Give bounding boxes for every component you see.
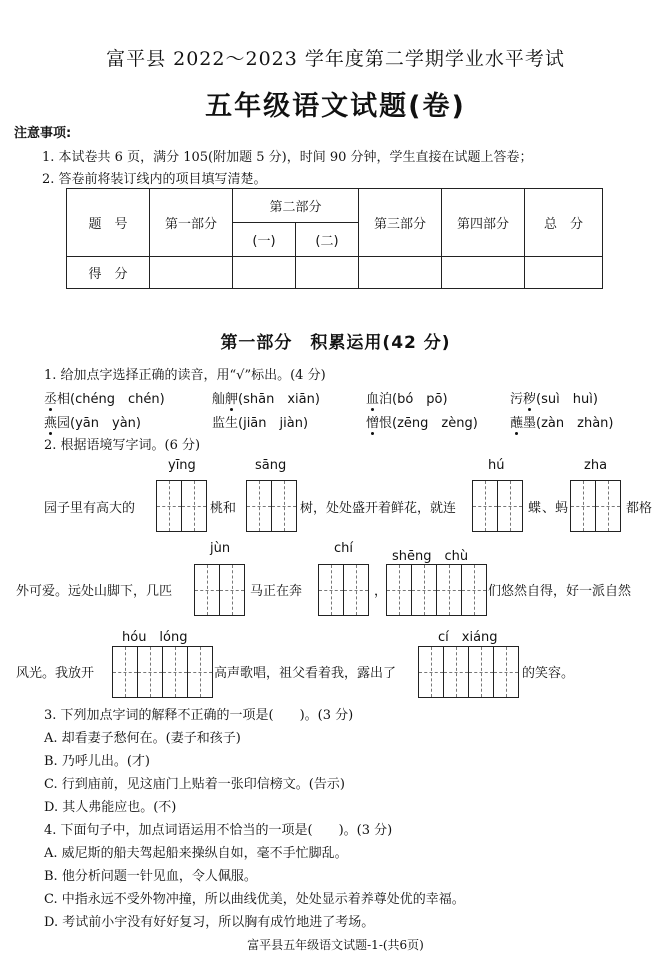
score-cell[interactable] (525, 257, 603, 289)
q2-pinyin: chí (334, 541, 353, 556)
q1-item[interactable]: 蘸墨(zàn zhàn) (510, 416, 614, 431)
writing-grid[interactable] (386, 564, 487, 616)
q1-item[interactable]: 血泊(bó pō) (366, 392, 448, 407)
q2-pinyin: yīng (168, 458, 196, 473)
writing-grid[interactable] (156, 480, 207, 532)
q2-text: 树，处处盛开着鲜花，就连 (300, 501, 457, 516)
q1-prompt: 1. 给加点字选择正确的读音，用“√”标出。(4 分) (44, 368, 326, 383)
q2-prompt: 2. 根据语境写字词。(6 分) (44, 438, 201, 453)
notes-item-1: 1. 本试卷共 6 页，满分 105(附加题 5 分)，时间 90 分钟，学生直接在试题上答卷； (42, 150, 533, 165)
q3-option[interactable]: B. 乃呼儿出。(才) (44, 754, 150, 769)
q3-option[interactable]: C. 行到庙前，见这庙门上贴着一张印信榜文。(告示) (44, 777, 345, 792)
q1-item[interactable]: 丞相(chéng chén) (44, 392, 165, 407)
q2-text: 风光。我放开 (16, 666, 95, 681)
score-cell[interactable] (233, 257, 296, 289)
q1-item[interactable]: 污秽(suì huì) (510, 392, 598, 407)
header-part-4: 第四部分 (442, 189, 525, 257)
q2-text: 高声歌唱，祖父看着我，露出了 (214, 666, 397, 681)
q2-text: 、蚂 (542, 501, 569, 516)
q2-pinyin: hú (488, 458, 505, 473)
q1-item[interactable]: 燕园(yān yàn) (44, 416, 141, 431)
notes-heading: 注意事项: (14, 126, 72, 141)
writing-grid[interactable] (418, 646, 519, 698)
q2-text: 外可爱。远处山脚下，几匹 (16, 584, 173, 599)
q4-option[interactable]: B. 他分析问题一针见血，令人佩服。 (44, 869, 257, 884)
q2-pinyin: sāng (255, 458, 287, 473)
q4-option[interactable]: A. 威尼斯的船夫驾起船来操纵自如，毫不手忙脚乱。 (44, 846, 348, 861)
q2-pinyin: shēng chù (392, 549, 469, 564)
writing-grid[interactable] (570, 480, 621, 532)
q3-option[interactable]: A. 却看妻子愁何在。(妻子和孩子) (44, 731, 241, 746)
header-part-2: 第二部分 (233, 189, 359, 223)
score-cell[interactable] (442, 257, 525, 289)
q2-text: 园子里有高大的 (44, 501, 136, 516)
q4-option[interactable]: D. 考试前小宇没有好好复习，所以胸有成竹地进了考场。 (44, 915, 375, 930)
q1-item[interactable]: 监生(jiān jiàn) (212, 416, 309, 431)
q2-pinyin: zha (584, 458, 608, 473)
page-footer: 富平县五年级语文试题-1-(共6页) (247, 938, 424, 952)
q2-text: 的笑容。 (522, 666, 575, 681)
header-part-1: 第一部分 (150, 189, 233, 257)
score-table (66, 188, 603, 289)
header-part-2a: (一) (233, 223, 296, 257)
notes-item-2: 2. 答卷前将装订线内的项目填写清楚。 (42, 172, 267, 187)
q2-pinyin: jùn (210, 541, 231, 556)
q2-pinyin: cí xiáng (438, 630, 498, 645)
writing-grid[interactable] (318, 564, 369, 616)
score-cell[interactable] (359, 257, 442, 289)
q3-prompt: 3. 下列加点字词的解释不正确的一项是( )。(3 分) (44, 708, 354, 723)
q2-text: 蝶 (528, 501, 542, 516)
writing-grid[interactable] (194, 564, 245, 616)
q2-pinyin: hóu lóng (122, 630, 188, 645)
q2-text: 桃和 (210, 501, 237, 516)
q4-prompt: 4. 下面句子中，加点词语运用不恰当的一项是( )。(3 分) (44, 823, 393, 838)
q4-option[interactable]: C. 中指永远不受外物冲撞，所以曲线优美，处处显示着养尊处优的幸福。 (44, 892, 465, 907)
q2-text: 都格 (626, 501, 653, 516)
header-part-3: 第三部分 (359, 189, 442, 257)
score-cell[interactable] (296, 257, 359, 289)
q2-text: ， (374, 584, 388, 599)
q1-item[interactable]: 舢舺(shān xiān) (212, 392, 320, 407)
section-1-title: 第一部分 积累运用(42 分) (220, 333, 451, 353)
row-score-label: 得 分 (67, 257, 150, 289)
header-question-number: 题 号 (67, 189, 150, 257)
header-part-2b: (二) (296, 223, 359, 257)
q2-text: 们悠然自得，好一派自然 (488, 584, 632, 599)
writing-grid[interactable] (472, 480, 523, 532)
paper-title: 五年级语文试题(卷) (205, 91, 466, 122)
q1-item[interactable]: 憎恨(zēng zèng) (366, 416, 478, 431)
exam-title: 富平县 2022～2023 学年度第二学期学业水平考试 (106, 48, 565, 70)
writing-grid[interactable] (246, 480, 297, 532)
q3-option[interactable]: D. 其人弗能应也。(不) (44, 800, 177, 815)
score-cell[interactable] (150, 257, 233, 289)
header-total: 总 分 (525, 189, 603, 257)
writing-grid[interactable] (112, 646, 213, 698)
q2-text: 马正在奔 (250, 584, 303, 599)
